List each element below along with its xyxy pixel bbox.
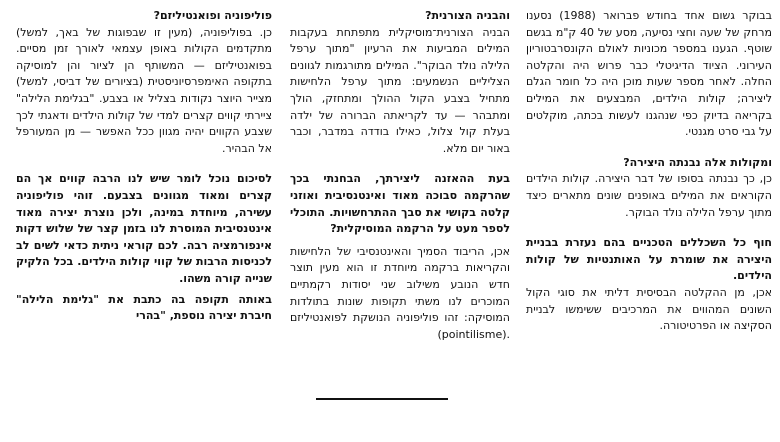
interview-question: והבניה הצורנית? — [425, 9, 510, 22]
text-column-middle — [290, 8, 510, 343]
interview-question: חוף כל השכללים הטכניים בהם נעזרת בבניית היצירה את שומרת על האותנטיות של קולות הילדים. — [526, 236, 772, 283]
text-column-right — [526, 8, 772, 335]
text-column-left — [16, 8, 272, 325]
paragraph: כן, כך נבנתה בסופו של דבר היצירה. קולות הילדים הקוראים את המילים באופנים שונים מתארים כיצד מתוך ערפל הלילה נולד הבוקר. — [526, 172, 772, 219]
interview-question: באותה תקופה בה כתבת את "גלימת הלילה" חיברת יצירה נוספת, "בהרי — [16, 292, 272, 323]
footer-rule — [316, 398, 448, 400]
interview-question: ומקולות אלה נבנתה היצירה? — [623, 155, 772, 169]
paragraph: כן. בפוליפוניה, (מעין זו שבפוגות של באך, למשל) מתקדמים הקולות באופן עצמאי לאורך זמן מסיים. בפואנטיליזם — המשותף הן לציור והן למוסיקה בתקופה האימפרסיוניסטית (בציורים של דביסי, למשל) מצייר היוצר נקודות בצליל או בצבע. "בגלימת הלילה" ציירתי קווים קצרים למדי של קולות הילדים ודאגתי לכך שצבע הקווים יהיה מגוון ככל האפשר — מן המעורפל אל הבהיר. — [16, 25, 272, 155]
interview-question: פוליפוניה ופואנטיליזם? — [153, 9, 272, 22]
latin-term: (pointilisme). — [437, 327, 510, 341]
paragraph: אכן, מן ההקלטה הבסיסית דליתי את סוגי הקול השונים המהווים את המרכיבים ששימשו לבניית הסקיצה או הפרטיטורה. — [526, 285, 772, 333]
interview-question: לסיכום נוכל לומר שיש לנו הרבה קווים אך הם קצרים ומאוד מגוונים בצבעם. זוהי פוליפוניה עשירה, מיוחדת במינה, ולכן נוצרת יצירה מאוד אינטנסיבית המוסרת לנו בזמן קצר של שלוש דקות אינפורמציה רבה. לכם קוראי ניתית כדאי לשים לב לכניסות הרבות של קווי קולות הילדים. בכל הלקיק שנייה קורה משהו. — [16, 172, 272, 285]
paragraph-text: אכן, הריבוד הסמיך והאינטנסיבי של הלחישות והקריאות ברקמה מיוחדת זו הוא מעין תוצר חדש הנובע משילוב שני יסודות רקמתיים המוכרים לנו משתי תקופות שונות בתולדות המוסיקה: זהו פוליפוניה הנושקת לפואנטיליזם — [290, 244, 510, 325]
interview-question: בעת ההאזנה ליצירתך, הבחנתי בכך שהרקמה סבוכה מאוד ואינטנסיבית ואוזני קלטה בקושי את סבך ההתרחשויות. התוכלי לספר מעט על הרקמה המוסיקלית? — [290, 172, 510, 236]
paragraph: הבניה הצורנית־מוסיקלית מתפתחת בעקבות המילים המביעות את הרעיון "מתוך ערפל הלילה נולד הבוקר". המילים מתורגמות לגוונים הצליליים הנשמעים: מתוך ערפל הלחישות מתחיל בצבע הקול ההולך ומתחזק, הולך ומתבהר — עד לקריאתה הברורה של ילדה בעלת קול צלול, כאילו בודדה במדבר, וכבר באור יום מלא. — [290, 25, 510, 155]
paragraph — [290, 244, 510, 344]
paragraph: בבוקר גשום אחד בחודש פברואר (1988) נסענו מרחק של שעה וחצי נסיעה, מסע של 40 ק"מ בגשם שוטף. הגענו במספר מכוניות לאולם הקונסרבטוריון העירוני. הציוד הדיגיטלי כבר פרוש היה והקלטה החלה. לאחר מספר שעות מוכן היה כל חומר הגלם ליצירה; קולות הילדים, המבצעים את המילים בקריאה בדיוק כפי שנהגנו לעשות בכתה, מוקלטים על גבי סרט מגנטי. — [526, 9, 772, 139]
